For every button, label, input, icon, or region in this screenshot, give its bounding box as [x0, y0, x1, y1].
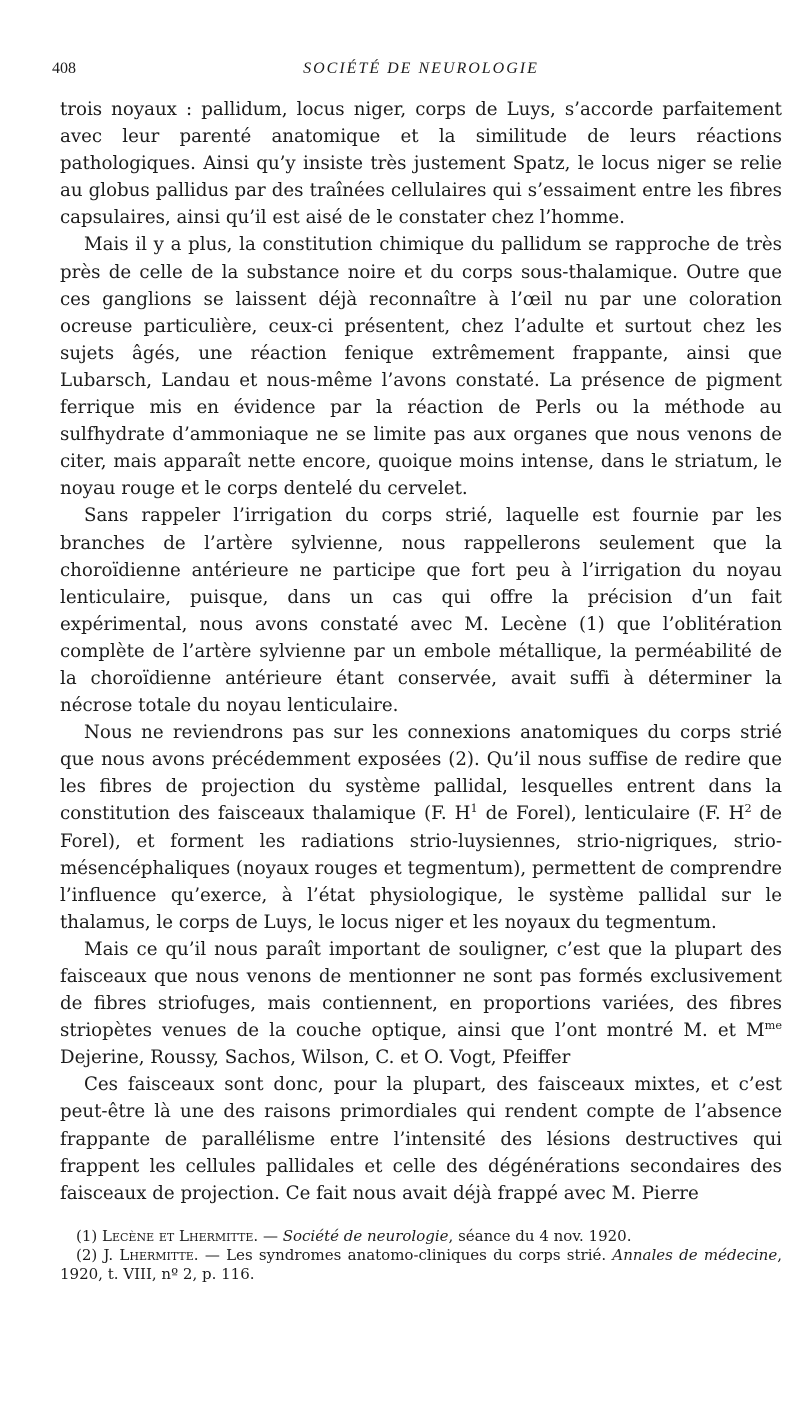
- footnote-2-details: , 1920, t. VIII, nº 2, p. 116.: [60, 1245, 782, 1283]
- paragraph-4-text-b: de Forel), lenticulaire (F. H: [477, 803, 745, 825]
- paragraph-5-text-b: Dejerine, Roussy, Sachos, Wilson, C. et O. Vogt, Pfeiffer: [60, 1047, 571, 1069]
- footnote-1-mark: (1): [76, 1226, 103, 1245]
- footnote-2-title: . — Les syndromes anatomo-cliniques du corps strié.: [193, 1245, 613, 1264]
- superscript-me: me: [764, 1019, 782, 1033]
- paragraph-6: Ces faisceaux sont donc, pour la plupart, des faisceaux mixtes, et c’est peut-être là une des raisons primordiales qui rendent compte de l’absence frappante de parallélisme entre l’intensité des lésions destructives qui frappent les cellules pallidales et celle des dégénérations secondaires des faisceaux de projection. Ce fait nous avait déjà frappé avec M. Pierre: [60, 1074, 782, 1204]
- footnote-2: [60, 1246, 782, 1284]
- superscript-h1: 1: [470, 802, 478, 816]
- paragraph-5-text-a: Mais ce qu’il nous paraît important de souligner, c’est que la plupart des faisceaux que nous venons de mentionner ne sont pas formés exclusivement de fibres striofuges, mais contiennent, en proportions variées, des fibres striopètes venues de la couche optique, ainsi que l’ont montré M. et M: [60, 938, 782, 1042]
- paragraph-3: Sans rappeler l’irrigation du corps strié, laquelle est fournie par les branches de l’artère sylvienne, nous rappellerons seulement que la choroïdienne antérieure ne participe que fort peu à l’irrigation du noyau lenticulaire, puisque, dans un cas qui offre la précision d’un fait expérimental, nous avons constaté avec M. Lecène (1) que l’oblitération complète de l’artère sylvienne par un embole métallique, la perméabilité de la choroïdienne antérieure étant conservée, avait suffi à déterminer la nécrose totale du noyau lenticulaire.: [60, 505, 782, 717]
- paragraph-2: Mais il y a plus, la constitution chimique du pallidum se rapproche de très près de celle de la substance noire et du corps sous-thalamique. Outre que ces ganglions se laissent déjà reconnaître à l’œil nu par une coloration ocreuse particulière, ceux-ci présentent, chez l’adulte et surtout chez les sujets âgés, une réaction fenique extrêmement frappante, ainsi que Lubarsch, Landau et nous-même l’avons constaté. La présence de pigment ferrique mis en évidence par la réaction de Perls ou la méthode au sulfhydrate d’ammoniaque ne se limite pas aux organes que nous venons de citer, mais apparaît nette encore, quoique moins intense, dans le striatum, le noyau rouge et le corps dentelé du cervelet.: [60, 234, 782, 500]
- footnote-1-authors: Lecène et Lhermitte: [102, 1226, 254, 1245]
- page-number: 408: [52, 60, 76, 77]
- footnote-2-journal: Annales de médecine: [612, 1245, 778, 1264]
- paragraph-1: trois noyaux : pallidum, locus niger, corps de Luys, s’accorde parfaitement avec leur parenté anatomique et la similitude de leurs réactions pathologiques. Ainsi qu’y insiste très justement Spatz, le locus niger se relie au globus pallidus par des traînées cellulaires qui s’essaiment entre les fibres capsulaires, ainsi qu’il est aisé de le constater chez l’homme.: [60, 99, 782, 229]
- paragraph-4: [60, 719, 782, 936]
- footnote-1-details: , séance du 4 nov. 1920.: [448, 1226, 632, 1245]
- footnote-1-separator: . —: [253, 1226, 283, 1245]
- footnote-2-mark: (2) J.: [76, 1245, 120, 1264]
- journal-title: SOCIÉTÉ DE NEUROLOGIE: [303, 60, 539, 77]
- footnote-1-journal: Société de neurologie: [282, 1226, 449, 1245]
- body-text: [60, 96, 782, 1207]
- paragraph-4-text-c: de Forel), et forment les radiations strio-luysiennes, strio-nigriques, strio-mésencéphaliques (noyaux rouges et tegmentum), permettent de comprendre l’influence qu’exerce, à l’état physiologique, le système pallidal sur le thalamus, le corps de Luys, le locus niger et les noyaux du tegmentum.: [60, 803, 783, 933]
- footnote-2-author: Lhermitte: [119, 1245, 194, 1264]
- paragraph-5: [60, 936, 782, 1071]
- footnote-1: [60, 1227, 782, 1246]
- running-head: [52, 60, 782, 90]
- footnotes: [60, 1227, 782, 1284]
- page: [52, 60, 783, 1284]
- superscript-h2: 2: [744, 802, 752, 816]
- paragraph-4-text-a: Nous ne reviendrons pas sur les connexions anatomiques du corps strié que nous avons précédemment exposées (2). Qu’il nous suffise de redire que les fibres de projection du système pallidal, lesquelles entrent dans la constitution des faisceaux thalamique (F. H: [60, 722, 782, 825]
